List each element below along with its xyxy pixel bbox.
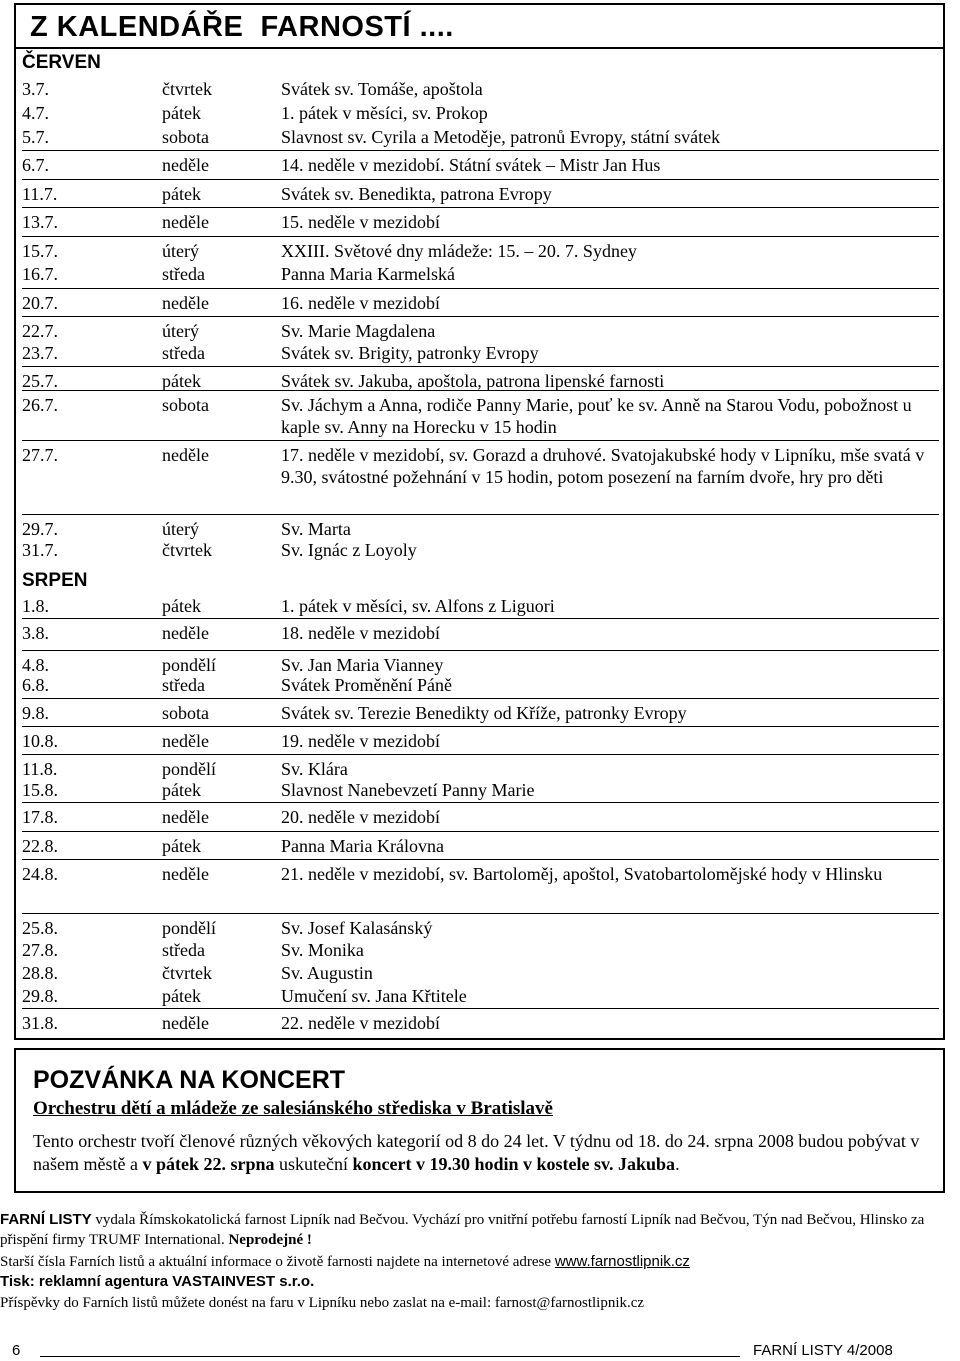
issue-label: FARNÍ LISTY 4/2008 (753, 1342, 893, 1359)
footer-not-for-sale: Neprodejné ! (228, 1232, 312, 1248)
event-weekday: pátek (162, 596, 201, 616)
calendar-row (22, 726, 939, 751)
event-weekday: neděle (162, 807, 209, 827)
event-date: 16.7. (22, 264, 58, 284)
event-weekday: pátek (162, 986, 201, 1006)
footer-contributions: Příspěvky do Farních listů můžete donést na faru v Lipníku nebo zaslat na e-mail: farnost@farnostlipnik.cz (0, 1295, 645, 1311)
calendar-row (22, 802, 939, 827)
event-weekday: pátek (162, 371, 201, 391)
event-weekday: pondělí (162, 655, 216, 675)
event-date: 29.7. (22, 519, 58, 539)
event-description: 21. neděle v mezidobí, sv. Bartoloměj, apoštol, Svatobartolomějské hody v Hlinsku (281, 864, 883, 884)
event-date: 23.7. (22, 343, 58, 363)
event-date: 4.8. (22, 655, 49, 675)
event-date: 13.7. (22, 212, 58, 232)
month-august: SRPEN (22, 570, 88, 591)
event-date: 11.7. (22, 184, 58, 204)
footer-publisher-text: vydala Římskokatolická farnost Lipník nad Bečvou. Vychází pro vnitřní potřebu farností Lipník nad Bečvou, Týn nad Bečvou, Hlinsko za přispění firmy TRUMF International. (0, 1212, 925, 1248)
event-description: Svátek sv. Terezie Benedikty od Kříže, patronky Evropy (281, 703, 687, 723)
event-date: 17.8. (22, 807, 58, 827)
footer-brand: FARNÍ LISTY (0, 1211, 92, 1228)
event-weekday: neděle (162, 445, 209, 465)
event-date: 6.8. (22, 675, 49, 695)
calendar-row (22, 179, 939, 204)
calendar-row (22, 150, 939, 175)
event-description: Panna Maria Královna (281, 836, 444, 856)
event-description: 19. neděle v mezidobí (281, 731, 440, 751)
event-description: Sv. Augustin (281, 963, 373, 983)
calendar-row (22, 236, 939, 261)
event-weekday: neděle (162, 864, 209, 884)
event-description: Svátek Proměnění Páně (281, 675, 452, 695)
calendar-row (22, 859, 939, 884)
footer-print: Tisk: reklamní agentura VASTAINVEST s.r.o. (0, 1273, 315, 1290)
event-weekday: sobota (162, 703, 209, 723)
invitation-title: POZVÁNKA NA KONCERT (33, 1066, 346, 1094)
event-weekday: pondělí (162, 918, 216, 938)
event-weekday: úterý (162, 519, 199, 539)
calendar-row (22, 1008, 939, 1033)
event-description: Umučení sv. Jana Křtitele (281, 986, 467, 1006)
event-description: Sv. Monika (281, 940, 364, 960)
event-description: 1. pátek v měsíci, sv. Alfons z Liguori (281, 596, 555, 616)
event-description: 14. neděle v mezidobí. Státní svátek – Mistr Jan Hus (281, 155, 661, 175)
footer-archive (0, 1252, 950, 1272)
event-weekday: středa (162, 675, 205, 695)
event-weekday: středa (162, 264, 205, 284)
event-description: XXIII. Světové dny mládeže: 15. – 20. 7. Sydney (281, 241, 637, 261)
event-weekday: úterý (162, 321, 199, 341)
event-weekday: pondělí (162, 759, 216, 779)
event-weekday: neděle (162, 293, 209, 313)
invitation-text-part: uskuteční (274, 1154, 353, 1174)
calendar-row (22, 698, 939, 723)
event-date: 29.8. (22, 986, 58, 1006)
event-description: Sv. Josef Kalasánský (281, 918, 433, 938)
event-description: Sv. Marta (281, 519, 351, 539)
event-weekday: pátek (162, 184, 201, 204)
event-weekday: neděle (162, 212, 209, 232)
event-date: 5.7. (22, 127, 49, 147)
footer-website-link[interactable]: www.farnostlipnik.cz (554, 1253, 690, 1270)
event-description: Svátek sv. Brigity, patronky Evropy (281, 343, 539, 363)
calendar-row (22, 514, 939, 539)
event-description: 17. neděle v mezidobí, sv. Gorazd a druhové. Svatojakubské hody v Lipníku, mše svatá v 9.30, svátostné požehnání v 15 hodin, potom posezení na farním dvoře, hry pro děti (281, 445, 925, 487)
event-date: 26.7. (22, 395, 58, 415)
event-description: Slavnost sv. Cyrila a Metoděje, patronů Evropy, státní svátek (281, 127, 721, 147)
event-description: Sv. Klára (281, 759, 348, 779)
event-weekday: čtvrtek (162, 963, 212, 983)
event-weekday: sobota (162, 127, 209, 147)
invitation-subtitle: Orchestru dětí a mládeže ze salesiánského střediska v Bratislavě (33, 1098, 553, 1119)
event-description: 22. neděle v mezidobí (281, 1013, 440, 1033)
event-date: 25.8. (22, 918, 58, 938)
event-date: 27.8. (22, 940, 58, 960)
invitation-text-part: . (675, 1154, 680, 1174)
calendar-row (22, 366, 939, 391)
invitation-concert-time: koncert v 19.30 hodin v kostele sv. Jakuba (352, 1154, 676, 1174)
event-description: Slavnost Nanebevzetí Panny Marie (281, 780, 535, 800)
footer-archive-text: Starší čísla Farních listů a aktuální informace o životě farnosti najdete na internetové adrese (0, 1254, 555, 1270)
page-number: 6 (12, 1342, 21, 1359)
calendar-row (22, 831, 939, 856)
event-weekday: pátek (162, 103, 201, 123)
calendar-box (14, 3, 945, 1040)
calendar-row (22, 650, 939, 675)
event-weekday: úterý (162, 241, 199, 261)
calendar-row (22, 913, 939, 938)
event-description: 20. neděle v mezidobí (281, 807, 440, 827)
month-june: ČERVEN (22, 52, 101, 73)
footer-rule (40, 1356, 740, 1357)
event-weekday: pátek (162, 780, 201, 800)
invitation-date: v pátek 22. srpna (142, 1154, 275, 1174)
event-description: Sv. Ignác z Loyoly (281, 540, 417, 560)
event-date: 25.7. (22, 371, 58, 391)
event-date: 10.8. (22, 731, 58, 751)
invitation-text-part: Tento orchestr tvoří členové různých věkových kategorií od 8 do 24 let. V týdnu od 18. do 24. srpna 2008 budou pobývat v našem městě a (33, 1131, 920, 1174)
event-date: 3.8. (22, 623, 49, 643)
calendar-row (22, 618, 939, 643)
calendar-row (22, 440, 939, 487)
event-date: 15.8. (22, 780, 58, 800)
calendar-row (22, 288, 939, 313)
event-date: 11.8. (22, 759, 58, 779)
event-date: 6.7. (22, 155, 49, 175)
calendar-row (22, 316, 939, 341)
calendar-row (22, 390, 939, 437)
calendar-title: Z KALENDÁŘE FARNOSTÍ .... (30, 11, 454, 43)
event-weekday: neděle (162, 155, 209, 175)
event-date: 27.7. (22, 445, 58, 465)
event-date: 28.8. (22, 963, 58, 983)
event-weekday: neděle (162, 623, 209, 643)
event-description: 16. neděle v mezidobí (281, 293, 440, 313)
event-date: 9.8. (22, 703, 49, 723)
event-description: Svátek sv. Jakuba, apoštola, patrona lipenské farnosti (281, 371, 665, 391)
event-weekday: pátek (162, 836, 201, 856)
event-date: 1.8. (22, 596, 49, 616)
concert-invitation (14, 1048, 945, 1193)
calendar-row (22, 207, 939, 232)
event-date: 22.8. (22, 836, 58, 856)
event-description: 15. neděle v mezidobí (281, 212, 440, 232)
event-description: Svátek sv. Tomáše, apoštola (281, 79, 483, 99)
event-date: 4.7. (22, 103, 49, 123)
event-date: 24.8. (22, 864, 58, 884)
event-weekday: neděle (162, 1013, 209, 1033)
event-weekday: středa (162, 940, 205, 960)
invitation-text (33, 1130, 933, 1176)
event-weekday: čtvrtek (162, 79, 212, 99)
event-description: 18. neděle v mezidobí (281, 623, 440, 643)
calendar-row (22, 754, 939, 779)
event-date: 31.8. (22, 1013, 58, 1033)
event-date: 31.7. (22, 540, 58, 560)
event-date: 22.7. (22, 321, 58, 341)
event-description: Sv. Jáchym a Anna, rodiče Panny Marie, pouť ke sv. Anně na Starou Vodu, pobožnost u kaple sv. Anny na Horecku v 15 hodin (281, 395, 912, 437)
event-weekday: středa (162, 343, 205, 363)
event-weekday: čtvrtek (162, 540, 212, 560)
event-date: 20.7. (22, 293, 58, 313)
event-description: 1. pátek v měsíci, sv. Prokop (281, 103, 488, 123)
event-description: Panna Maria Karmelská (281, 264, 455, 284)
event-weekday: sobota (162, 395, 209, 415)
title-divider (16, 47, 943, 49)
footer-publisher (0, 1210, 950, 1250)
event-description: Svátek sv. Benedikta, patrona Evropy (281, 184, 552, 204)
event-date: 15.7. (22, 241, 58, 261)
event-description: Sv. Marie Magdalena (281, 321, 436, 341)
event-date: 3.7. (22, 79, 49, 99)
event-description: Sv. Jan Maria Vianney (281, 655, 444, 675)
event-weekday: neděle (162, 731, 209, 751)
